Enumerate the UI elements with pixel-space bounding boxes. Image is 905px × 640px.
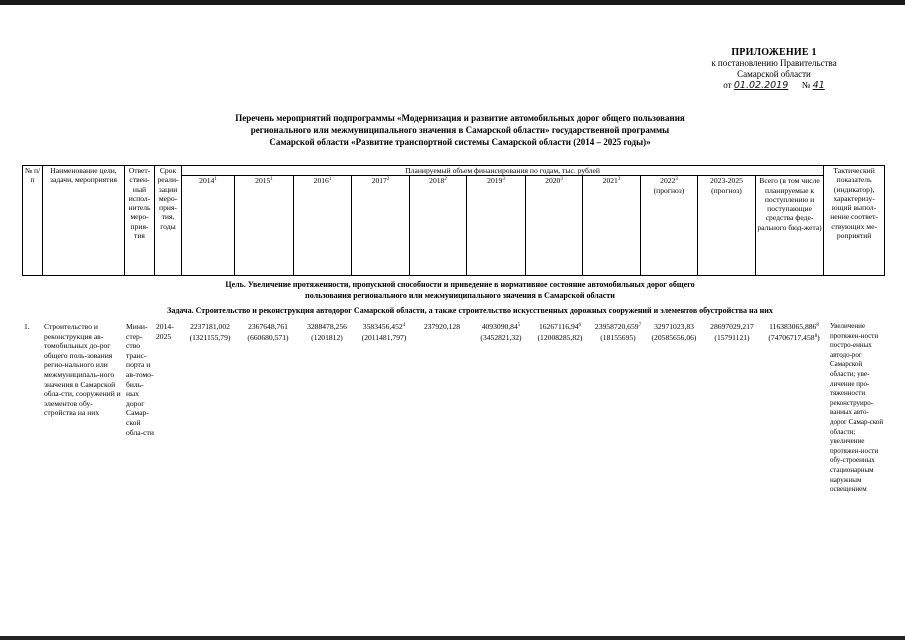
value-2023-2025: 28697029,217 (15791121) [710,322,754,342]
value-2014: 2237181,002 (1321155,79) [189,322,231,342]
header-number: № п/п [23,166,43,276]
header-planned-financing: Планируемый объем финансирования по годам, тыс. рублей [182,166,824,176]
value-2015: 2367648,761 (660680,571) [247,322,289,342]
header-year-2016: 2016$^1$ [294,176,352,276]
header-year-2019: 2019$^3$ [467,176,526,276]
row-measure-name: Строительство и реконструкция ав-томобильных до-рог общего поль-зования регио-нального или межмуниципаль-ного значения в Самарской обла-сти, сооружений и элементов обу-стройства на них [44,322,121,418]
scan-top-edge [0,0,905,5]
header-year-2022: 2022$^3$ (прогноз) [641,176,698,276]
value-2017: 3583456,452$^4$ (2011481,797) [361,322,407,342]
header-year-2023-2025: 2023-2025 (прогноз) [698,176,756,276]
header-name: Наименование цели, задачи, мероприятия [43,166,125,276]
value-2021: 23958720,659$^7$ (18155695) [594,322,642,342]
row-term: 2014-2025 [156,322,174,341]
document-title [165,112,755,148]
scan-bottom-edge [0,636,905,640]
header-total: Всего (в том числе планируемые к поступлению и поступающие средства феде-рального бюд-жета) [756,176,824,276]
measures-table [22,165,885,276]
value-2016: 3288478,256 (1201812) [307,322,347,342]
title-line-2: регионального или межмуниципального значения в Самарской области» государственной программы [250,125,670,135]
header-indicator: Тактический показатель (индикатор), характеризу-ющий выпол-нение соответ-ствующих ме-роприятий [824,166,885,276]
value-total: 116383065,886$^8$ (74706717,458$^8$) [768,322,820,342]
header-executor: Ответ-ствен-ный испол-нитель меро-прия-тия [125,166,155,276]
row-number: 1. [24,322,30,331]
value-2020: 16267116,94$^6$ (12008285,82) [537,322,583,342]
handwritten-number: 41 [812,80,825,91]
header-year-2021: 2021$^3$ [583,176,641,276]
title-line-3: Самарской области «Развитие транспортной системы Самарской области (2014 – 2025 годы)» [269,137,651,147]
date-prefix: от [723,80,732,90]
header-year-2015: 2015$^1$ [235,176,294,276]
header-year-2020: 2020$^3$ [526,176,583,276]
row-executor: Мини-стер-ство транс-порта и ав-томо-биль-ных дорог Самар-ской обла-сти [126,322,154,437]
goal-line-1: Цель. Увеличение протяженности, пропускной способности и приведение в нормативное состояние автомобильных дорог общего [225,280,695,289]
header-year-2018: 2018$^2$ [410,176,467,276]
handwritten-date: 01.02.2019 [733,80,789,91]
appendix-header [689,47,859,91]
goal-line-2: пользования регионального или межмуниципального значения в Самарской области [305,291,615,300]
value-2018: 237920,128 [423,322,461,331]
value-2022: 32971023,83 (20585656,06) [651,322,697,342]
number-prefix: № [801,80,811,90]
header-term: Срок реали-зации меро-прия-тия, годы [155,166,182,276]
title-line-1: Перечень мероприятий подпрограммы «Модернизация и развитие автомобильных дорог общего пользования [235,113,685,123]
task-heading: Задача. Строительство и реконструкция автодорог Самарской области, а также строительство искусственных дорожных сооружений и элементов обустройства на них [167,306,773,315]
value-2019: 4093090,84$^5$ (3452821,32) [480,322,522,342]
appendix-line-1: к постановлению Правительства [711,58,837,68]
goal-heading [130,279,790,301]
appendix-line-2: Самарской области [737,69,811,79]
row-indicator: Увеличение протяжен-ности постро-енных автодо-рог Самарской области; уве-личение про-тяженности реконструиро-ванных авто-дорог Самар-ской области; увеличение протяжен-ности обу-строенных стационарным наружным освещением [830,322,884,494]
header-year-2017: 2017$^2$ [352,176,410,276]
appendix-title: ПРИЛОЖЕНИЕ 1 [731,47,817,58]
header-year-2014: 2014$^1$ [182,176,235,276]
appendix-date-line [689,80,859,91]
